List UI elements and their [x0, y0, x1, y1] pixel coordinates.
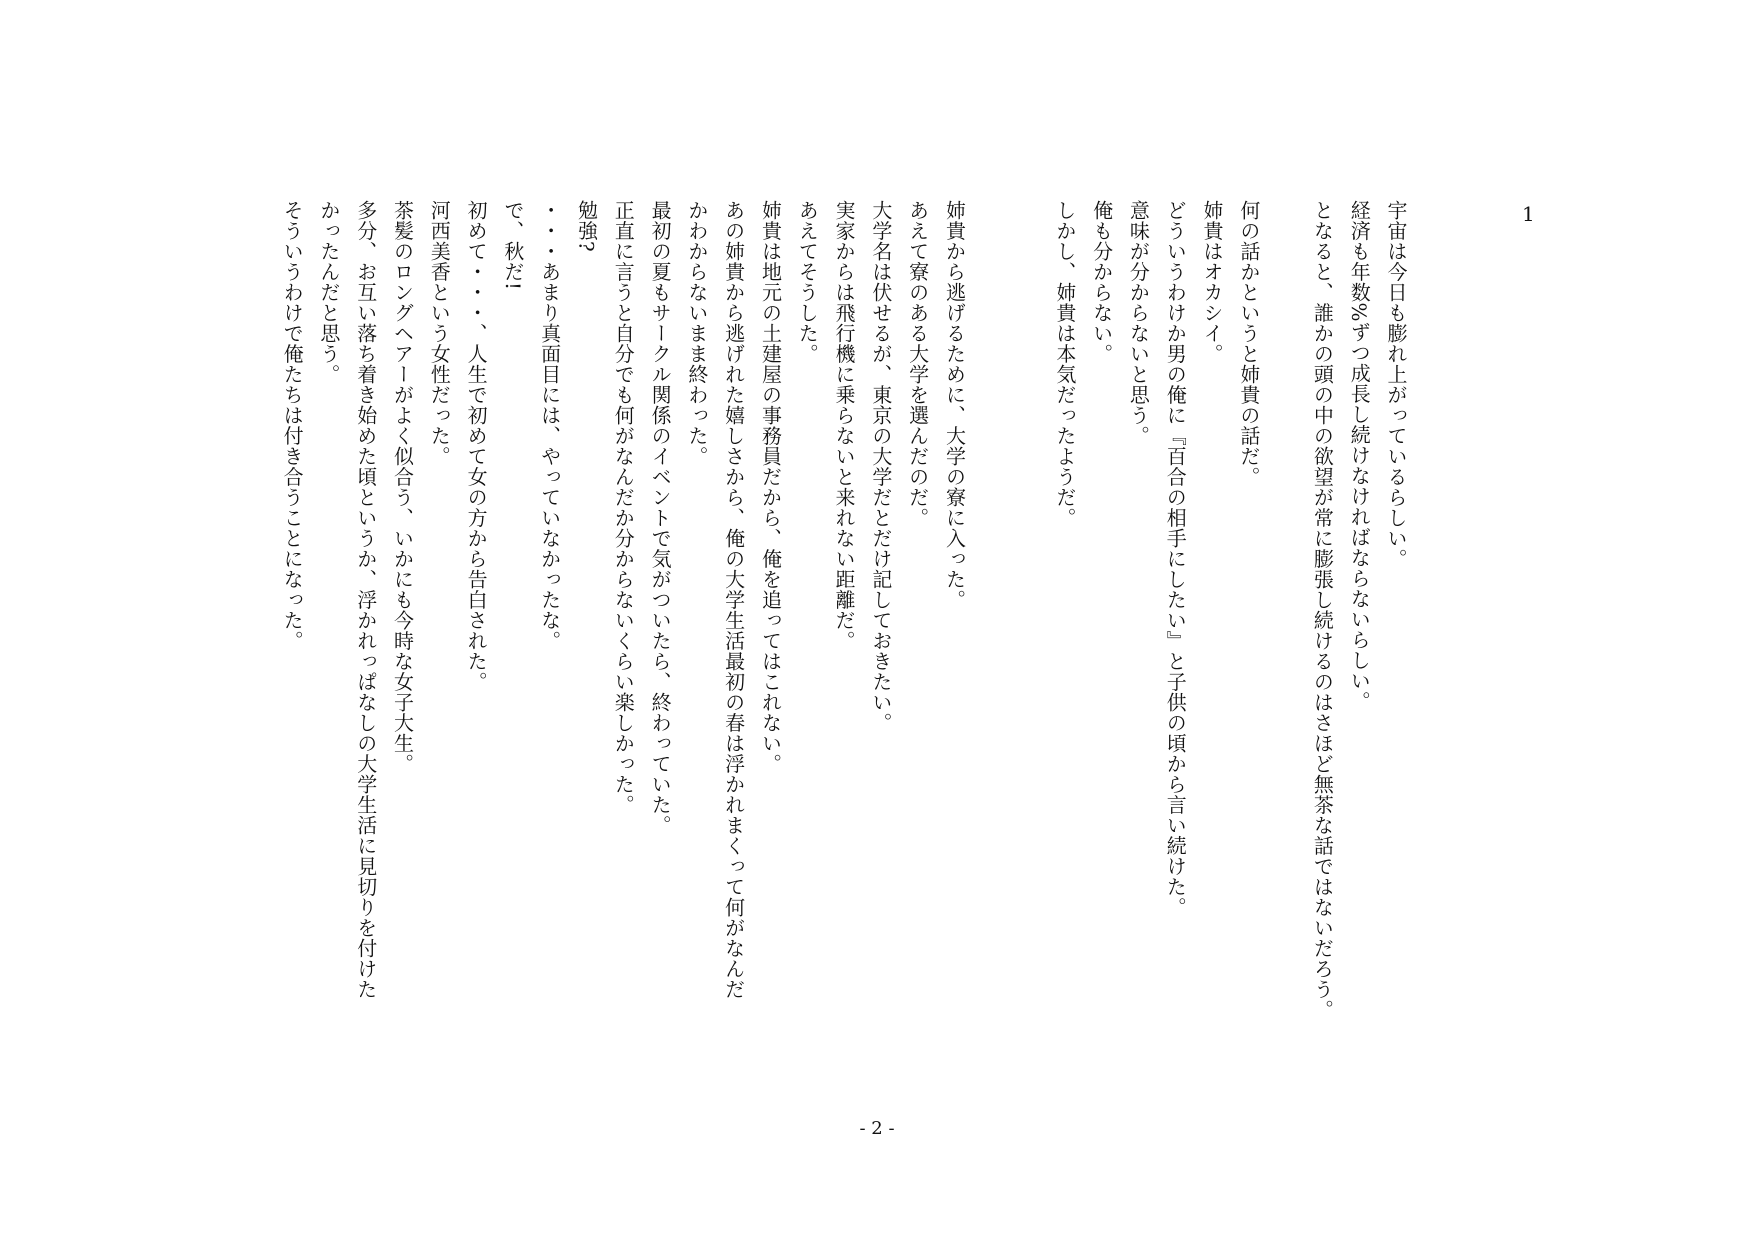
- text-line: 河西美香という女性だった。: [427, 200, 452, 467]
- text-line: 宇宙は今日も膨れ上がっているらしい。: [1384, 200, 1408, 569]
- text-line: 多分、お互い落ち着き始めた頃というか、浮かれっぱなしの大学生活に見切りを付けた: [353, 200, 378, 1000]
- text-line: 勉強?: [574, 200, 599, 253]
- text-line: しかし、姉貴は本気だったようだ。: [1052, 200, 1077, 528]
- text-line: 茶髪のロングヘアーがよく似合う、いかにも今時な女子大生。: [390, 200, 415, 774]
- text-line: 経済も年数%ずつ成長し続けなければならないらしい。: [1347, 200, 1372, 712]
- vertical-text-body: [273, 200, 1414, 1080]
- text-line: あえてそうした。: [795, 200, 820, 364]
- text-line: あの姉貴から逃げれた嬉しさから、俺の大学生活最初の春は浮かれまくって何がなんだ: [721, 200, 746, 1000]
- blank-line: [1009, 200, 1046, 1080]
- text-line: 姉貴から逃げるために、大学の寮に入った。: [942, 200, 967, 610]
- text-line: で、秋だ!: [500, 200, 525, 291]
- text-line: 姉貴は地元の土建屋の事務員だから、俺を追ってはこれない。: [758, 200, 783, 774]
- text-line: 大学名は伏せるが、東京の大学だとだけ記しておきたい。: [868, 200, 893, 733]
- text-line: 最初の夏もサークル関係のイベントで気がついたら、終わっていた。: [648, 200, 673, 836]
- text-line: 初めて・・・、人生で初めて女の方から告白された。: [464, 200, 489, 692]
- blank-line: [1267, 200, 1304, 1080]
- text-line: かわからないまま終わった。: [684, 200, 709, 467]
- text-line: そういうわけで俺たちは付き合うことになった。: [280, 200, 305, 651]
- page-number: - 2 -: [859, 1118, 895, 1139]
- text-line: となると、誰かの頭の中の欲望が常に膨張し続けるのはさほど無茶な話ではないだろう。: [1310, 200, 1335, 1020]
- text-line: ・・・あまり真面目には、やっていなかったな。: [537, 200, 562, 651]
- blank-line: [972, 200, 1009, 1080]
- text-line: あえて寮のある大学を選んだのだ。: [905, 200, 930, 528]
- text-line: 実家からは飛行機に乗らないと来れない距離だ。: [832, 200, 857, 651]
- text-line: 姉貴はオカシイ。: [1200, 200, 1225, 364]
- text-line: どういうわけか男の俺に『百合の相手にしたい』と子供の頃から言い続けた。: [1163, 200, 1188, 918]
- text-line: 正直に言うと自分でも何がなんだか分からないくらい楽しかった。: [611, 200, 636, 815]
- text-line: かったんだと思う。: [316, 200, 341, 385]
- text-line: 何の話かというと姉貴の話だ。: [1236, 200, 1261, 487]
- chapter-number: 1: [1522, 202, 1535, 226]
- text-line: 意味が分からないと思う。: [1126, 200, 1151, 446]
- text-line: 俺も分からない。: [1089, 200, 1114, 364]
